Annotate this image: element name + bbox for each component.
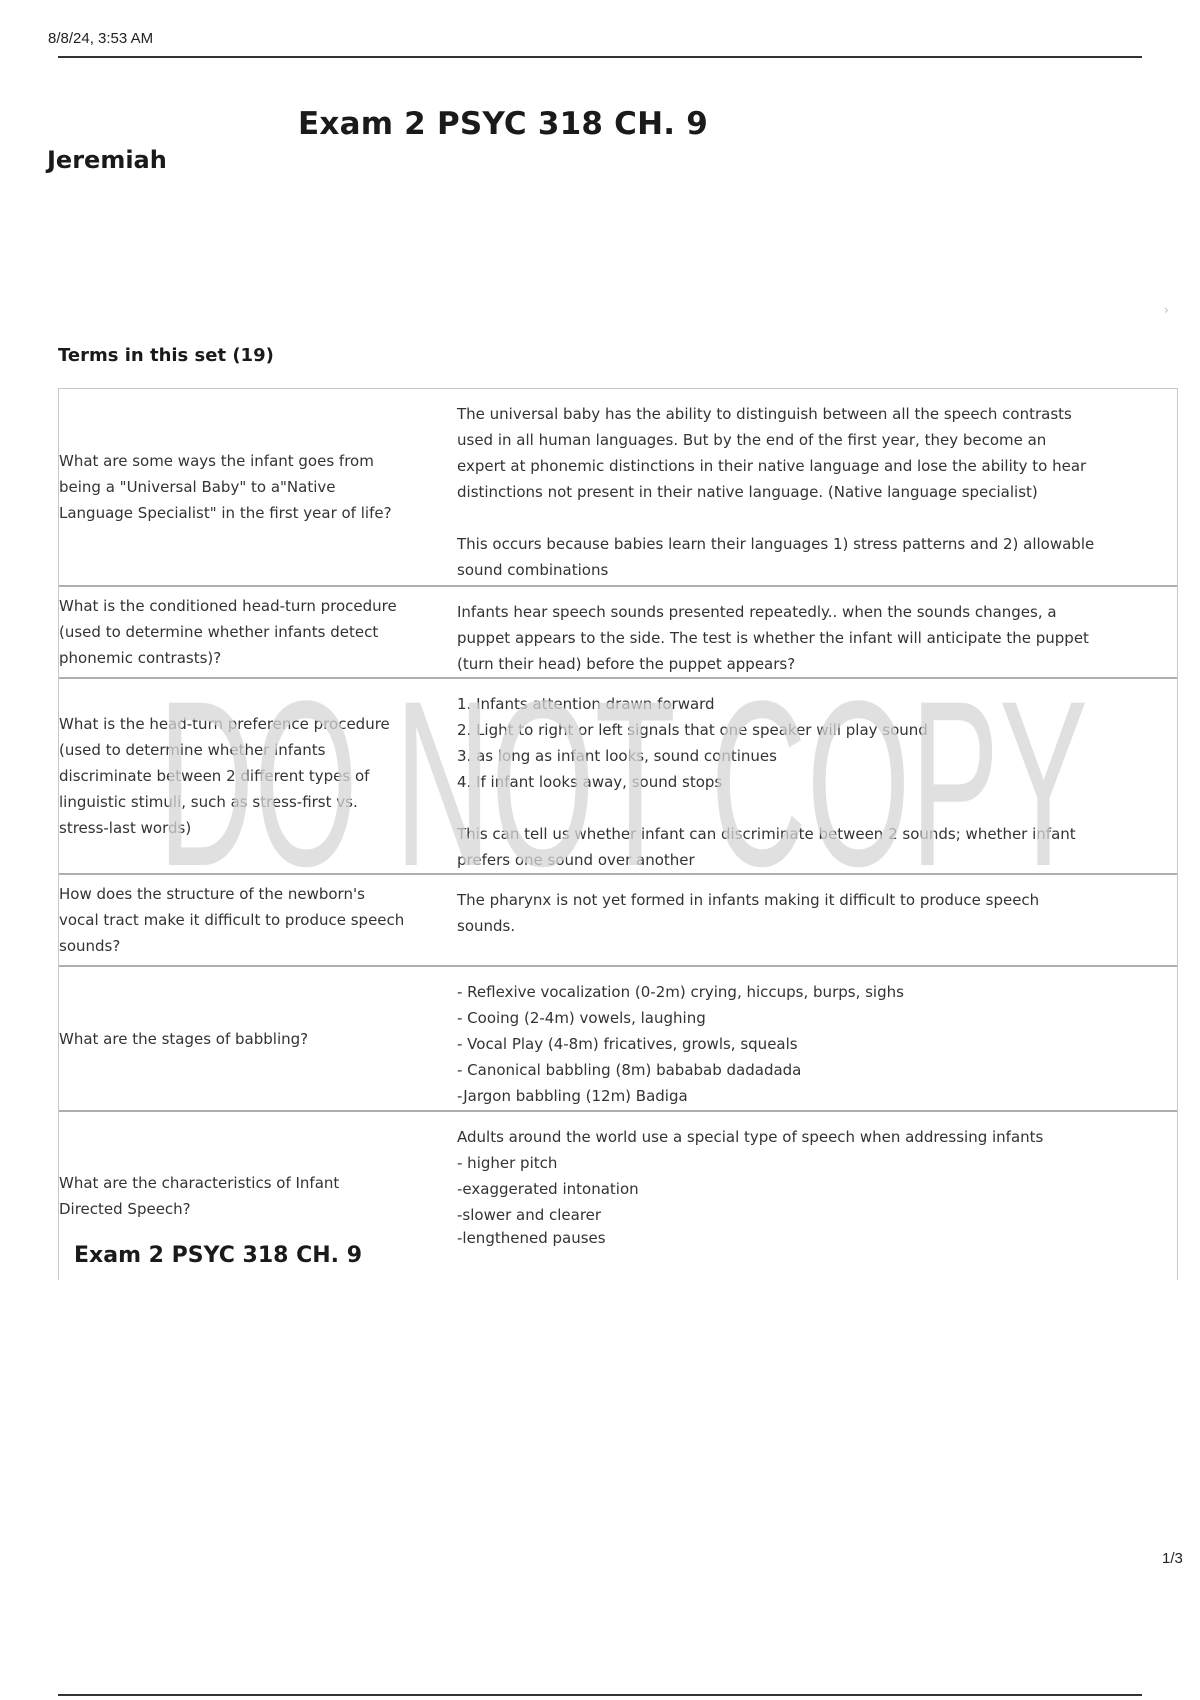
- definition-line: - Cooing (2-4m) vowels, laughing: [457, 1009, 706, 1027]
- flashcard-row: [59, 389, 1177, 587]
- document-title: Exam 2 PSYC 318 CH. 9: [298, 106, 709, 142]
- definition-line: The pharynx is not yet formed in infants making it difficult to produce speech sounds.: [457, 891, 1040, 935]
- chevron-right-icon: ›: [1164, 303, 1169, 317]
- card-term: How does the structure of the newborn's vocal tract make it difficult to produce speech sounds?: [59, 885, 405, 955]
- definition-line: - Vocal Play (4-8m) fricatives, growls, squeals: [457, 1035, 798, 1053]
- definition-line: 2. Light to right or left signals that one speaker will play sound: [457, 721, 928, 739]
- definition-line: - higher pitch: [457, 1154, 558, 1172]
- definition-line: Adults around the world use a special type of speech when addressing infants: [457, 1128, 1044, 1146]
- card-definition: [457, 875, 1137, 965]
- footer-title: Exam 2 PSYC 318 CH. 9: [74, 1243, 362, 1268]
- definition-line: -lengthened pauses: [457, 1229, 606, 1247]
- definition-line: Infants hear speech sounds presented repeatedly.. when the sounds changes, a puppet appears to the side. The test is whether the infant will anticipate the puppet (turn their head) before the puppet appears?: [457, 603, 1089, 673]
- watermark-text: DO NOT COPY: [158, 660, 1088, 890]
- definition-line: - Reflexive vocalization (0-2m) crying, hiccups, burps, sighs: [457, 983, 904, 1001]
- card-term: What is the head-turn preference procedure (used to determine whether infants discriminate between 2 different types of linguistic stimuli, such as stress-first vs. stress-last words): [59, 715, 390, 837]
- card-term: What are some ways the infant goes from being a "Universal Baby" to a"Native Language Specialist" in the first year of life?: [59, 452, 392, 522]
- definition-line: -Jargon babbling (12m) Badiga: [457, 1087, 688, 1105]
- definition-line: The universal baby has the ability to distinguish between all the speech contrasts used in all human languages. But by the end of the first year, they become an expert at phonemic distinctions in their native language and lose the ability to hear distinctions not present in their native language. (Native language specialist): [457, 405, 1087, 501]
- page-number: 1/3: [1162, 1550, 1183, 1567]
- card-definition: [457, 1112, 1137, 1280]
- card-definition: [457, 967, 1137, 1110]
- definition-line: 1. Infants attention drawn forward: [457, 695, 715, 713]
- card-term: What are the characteristics of Infant Directed Speech?: [59, 1174, 340, 1218]
- definition-gap: [457, 505, 1097, 531]
- definition-line: - Canonical babbling (8m) bababab dadadada: [457, 1061, 802, 1079]
- flashcard-row: [59, 679, 1177, 875]
- flashcard-row: [59, 587, 1177, 679]
- definition-gap: [457, 795, 1097, 821]
- card-definition: [457, 679, 1137, 873]
- flashcard-row: [59, 875, 1177, 967]
- card-term: What is the conditioned head-turn procedure (used to determine whether infants detect phonemic contrasts)?: [59, 597, 397, 667]
- flashcard-row: [59, 967, 1177, 1112]
- bottom-rule: [58, 1694, 1142, 1696]
- author-name: Jeremiah: [47, 146, 167, 174]
- card-definition: [457, 389, 1137, 585]
- definition-line: This occurs because babies learn their languages 1) stress patterns and 2) allowable sound combinations: [457, 535, 1095, 579]
- definition-line: 3. as long as infant looks, sound continues: [457, 747, 777, 765]
- definition-line: This can tell us whether infant can discriminate between 2 sounds; whether infant prefers one sound over another: [457, 825, 1076, 869]
- definition-line: -exaggerated intonation: [457, 1180, 639, 1198]
- card-definition: [457, 587, 1137, 677]
- print-timestamp: 8/8/24, 3:53 AM: [48, 30, 154, 47]
- card-term: What are the stages of babbling?: [59, 1029, 309, 1048]
- definition-line: 4. If infant looks away, sound stops: [457, 773, 723, 791]
- definition-line: -slower and clearer: [457, 1206, 602, 1224]
- terms-heading: Terms in this set (19): [58, 345, 274, 366]
- flashcard-table: [58, 388, 1178, 1280]
- top-rule: [58, 56, 1142, 58]
